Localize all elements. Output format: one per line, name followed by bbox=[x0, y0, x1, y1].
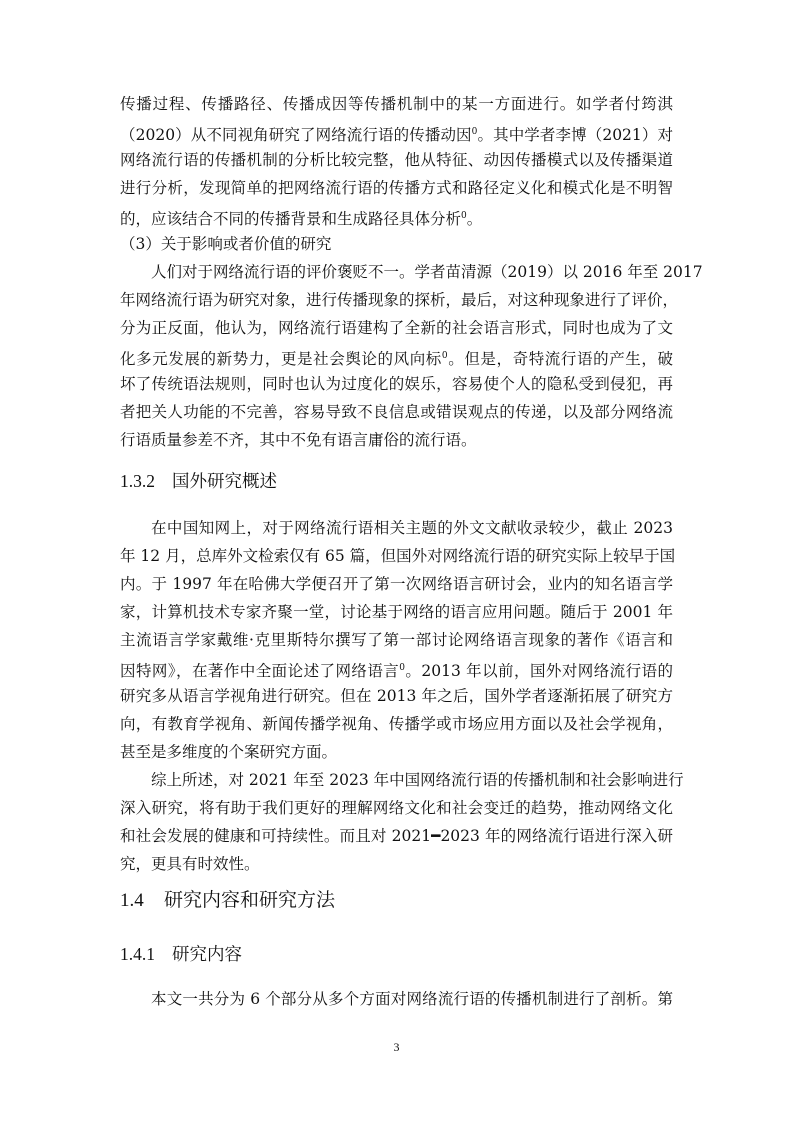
text-line: 者把关人功能的不完善，容易导致不良信息或错误观点的传递，以及部分网络流 bbox=[120, 403, 673, 421]
citation-mark: 0 bbox=[399, 663, 405, 673]
text-line: 和社会发展的健康和可持续性。而且对 2021━2023 年的网络流行语进行深入研 bbox=[120, 827, 673, 845]
text-line: 化多元发展的新势力，更是社会舆论的风向标$^0$。但是，奇特流行语的产生，破 bbox=[120, 350, 673, 368]
citation-mark: 0 bbox=[441, 351, 448, 361]
text-line: 人们对于网络流行语的评价褒贬不一。学者苗清源（2019）以 2016 年至 2017 bbox=[151, 263, 703, 281]
text-line: （2020）从不同视角研究了网络流行语的传播动因$^0$。其中学者李博（2021）对 bbox=[120, 126, 673, 144]
text-line: 因特网》，在著作中全面论述了网络语言$^0$。2013 年以前，国外对网络流行语的 bbox=[120, 662, 673, 680]
text-line: 综上所述，对 2021 年至 2023 年中国网络流行语的传播机制和社会影响进行 bbox=[151, 771, 684, 789]
text-line: 坏了传统语法规则，同时也认为过度化的娱乐，容易使个人的隐私受到侵犯，再 bbox=[120, 375, 673, 393]
section-heading-1-3-2 bbox=[120, 469, 277, 494]
text-line: 究，更具有时效性。 bbox=[120, 855, 260, 873]
section-heading-1-4-1 bbox=[120, 942, 242, 967]
text-line: 在中国知网上，对于网络流行语相关主题的外文文献收录较少，截止 2023 bbox=[151, 519, 673, 537]
text-line: 年网络流行语为研究对象，进行传播现象的探析，最后，对这种现象进行了评价， bbox=[120, 291, 679, 309]
text-line: 进行分析，发现简单的把网络流行语的传播方式和路径定义化和模式化是不明智 bbox=[120, 179, 673, 197]
text-line: 甚至是多维度的个案研究方面。 bbox=[120, 743, 338, 761]
text-line: 内。于 1997 年在哈佛大学便召开了第一次网络语言研讨会，业内的知名语言学 bbox=[120, 575, 673, 593]
text-line: 的，应该结合不同的传播背景和生成路径具体分析$^0$。 bbox=[120, 210, 483, 228]
text-line: 向，有教育学视角、新闻传播学视角、传播学或市场应用方面以及社会学视角， bbox=[120, 715, 673, 733]
text-line: 传播过程、传播路径、传播成因等传播机制中的某一方面进行。如学者付筠淇 bbox=[120, 95, 673, 113]
heading-number: 1.4.1 bbox=[120, 944, 155, 964]
heading-title: 研究内容 bbox=[172, 945, 242, 965]
heading-number: 1.3.2 bbox=[120, 471, 155, 491]
text-line: 网络流行语的传播机制的分析比较完整，他从特征、动因传播模式以及传播渠道 bbox=[120, 151, 673, 169]
text-line: 年 12 月，总库外文检索仅有 65 篇，但国外对网络流行语的研究实际上较早于国 bbox=[120, 547, 676, 565]
section-heading-1-4 bbox=[120, 887, 335, 914]
text-line: 深入研究，将有助于我们更好的理解网络文化和社会变迁的趋势，推动网络文化 bbox=[120, 799, 673, 817]
subsection-label: （3）关于影响或者价值的研究 bbox=[120, 235, 332, 253]
text-line: 研究多从语言学视角进行研究。但在 2013 年之后，国外学者逐渐拓展了研究方 bbox=[120, 687, 673, 705]
citation-mark: 0 bbox=[461, 211, 467, 221]
text-line: 分为正反面，他认为，网络流行语建构了全新的社会语言形式，同时也成为了文 bbox=[120, 319, 673, 337]
page-number: 3 bbox=[393, 1040, 400, 1054]
heading-title: 国外研究概述 bbox=[172, 472, 277, 492]
text-line: 主流语言学家戴维·克里斯特尔撰写了第一部讨论网络语言现象的著作《语言和 bbox=[120, 631, 673, 649]
text-line: 本文一共分为 6 个部分从多个方面对网络流行语的传播机制进行了剖析。第 bbox=[151, 990, 673, 1008]
heading-title: 研究内容和研究方法 bbox=[164, 889, 336, 911]
text-line: 家，计算机技术专家齐聚一堂，讨论基于网络的语言应用问题。随后于 2001 年 bbox=[120, 603, 673, 621]
heading-number: 1.4 bbox=[120, 890, 144, 911]
citation-mark: 0 bbox=[471, 127, 478, 137]
text-line: 行语质量参差不齐，其中不免有语言庸俗的流行语。 bbox=[120, 431, 477, 449]
